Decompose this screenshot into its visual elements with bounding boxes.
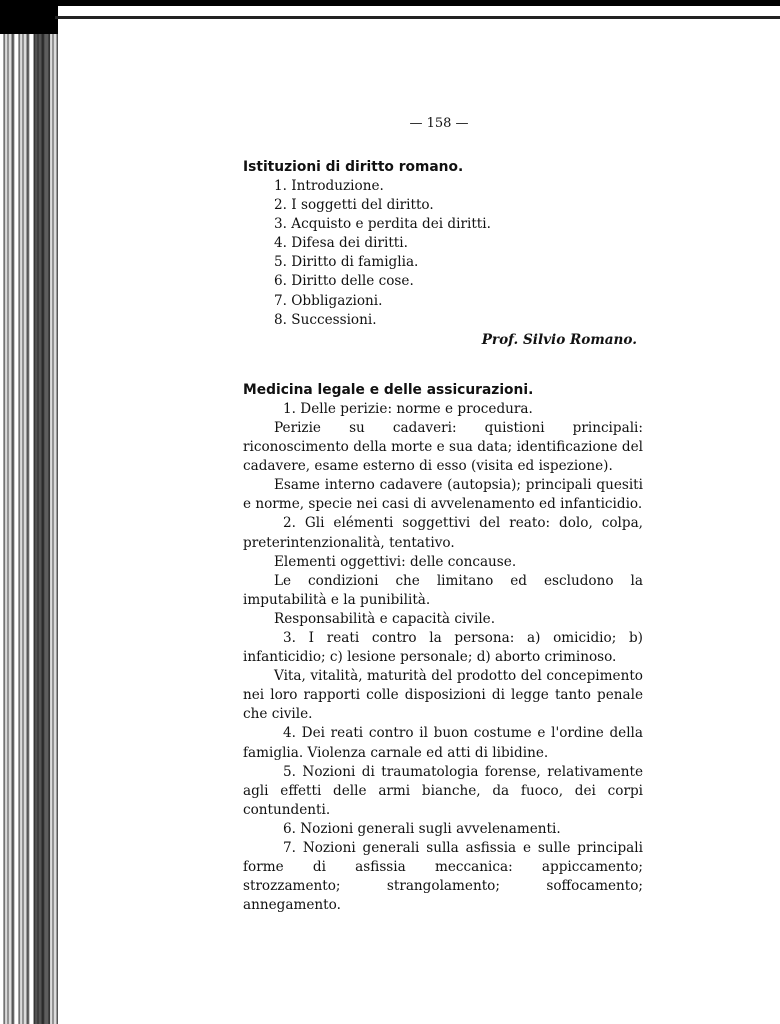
list-item: 6. Diritto delle cose. <box>274 273 414 290</box>
list-item: 3. Acquisto e perdita dei diritti. <box>274 216 491 233</box>
paragraph: Perizie su cadaveri: quistioni principali: riconoscimento della morte e sua data; identificazione del cadavere, esame esterno di esso (visita ed ispezione). <box>243 419 643 475</box>
list-item: 7. Obbligazioni. <box>274 292 383 309</box>
page-content <box>243 157 643 915</box>
paragraph: Esame interno cadavere (autopsia); principali quesiti e norme, specie nei casi di avvelenamento ed infanticidio. <box>243 477 643 513</box>
paragraph: 2. Gli elémenti soggettivi del reato: dolo, colpa, preterintenzionalità, tentativo. <box>243 515 643 551</box>
paragraph: Vita, vitalità, maturità del prodotto del concepimento nei loro rapporti colle disposizioni di legge tanto penale che civile. <box>243 668 643 723</box>
list-item: 4. Difesa dei diritti. <box>274 235 408 252</box>
signature: Prof. Silvio Romano. <box>481 331 637 348</box>
page-number-text: — 158 — <box>409 116 469 131</box>
section-title: Istituzioni di diritto romano. <box>243 159 464 175</box>
list-item: 1. Introduzione. <box>274 178 384 194</box>
paragraph: 3. I reati contro la persona: a) omicidio; b) infanticidio; c) lesione personale; d) aborto criminoso. <box>243 629 643 666</box>
list-item: 8. Successioni. <box>274 311 377 328</box>
scan-top-edge <box>0 0 780 6</box>
page-top-edge <box>55 16 780 19</box>
paragraph: Elementi oggettivi: delle concause. <box>274 553 517 570</box>
paragraph: 1. Delle perizie: norme e procedura. <box>283 400 533 417</box>
book-gutter-shadow <box>34 0 50 1024</box>
scan-corner <box>0 0 58 34</box>
paragraph: 4. Dei reati contro il buon costume e l'ordine della famiglia. Violenza carnale ed atti di libidine. <box>243 725 643 761</box>
paragraph: Responsabilità e capacità civile. <box>274 610 496 627</box>
section-title: Medicina legale e delle assicurazioni. <box>243 381 534 398</box>
paragraph: 6. Nozioni generali sugli avvelenamenti. <box>283 820 561 837</box>
paragraph: Le condizioni che limitano ed escludono la imputabilità e la punibilità. <box>243 572 643 608</box>
list-item: 2. I soggetti del diritto. <box>274 197 434 214</box>
page-number <box>0 116 780 131</box>
list-item: 5. Diritto di famiglia. <box>274 254 419 271</box>
paragraph: 5. Nozioni di traumatologia forense, relativamente agli effetti delle armi bianche, da fuoco, dei corpi contundenti. <box>243 763 643 818</box>
paragraph: 7. Nozioni generali sulla asfissia e sulle principali forme di asfissia meccanica: appiccamento; strozzamento; strangolamento; soffocamento; annegamento. <box>243 840 643 914</box>
